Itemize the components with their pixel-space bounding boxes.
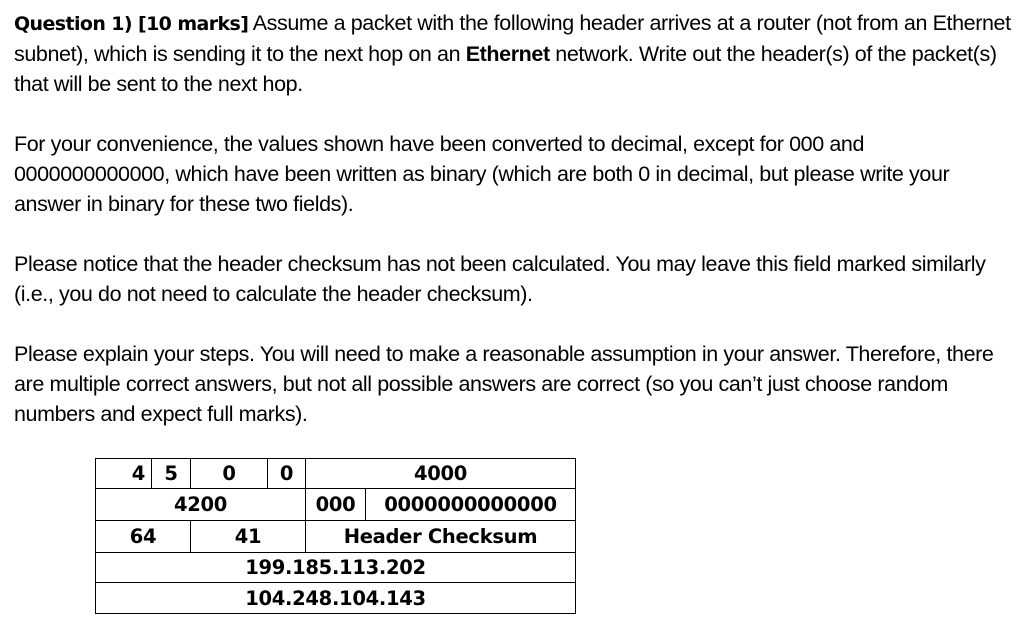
checksum-note-paragraph: Please notice that the header checksum has not been calculated. You may leave this field marked similarly (i.e., you do not need to calculate the header checksum). [14, 252, 986, 306]
dscp-cell: 0 [191, 459, 268, 489]
total-length-cell: 4000 [306, 459, 576, 489]
question-intro-text-a: Assume a packet with the following header arrives at a router (not from an Ethernet subnet), which is sending it to the next hop on an [14, 11, 1011, 66]
ipv4-header-table [95, 458, 576, 614]
protocol-cell: 41 [191, 521, 306, 553]
checksum-cell: Header Checksum [306, 521, 576, 553]
header-row-4 [96, 553, 576, 583]
header-row-1 [96, 459, 576, 489]
fragment-offset-cell: 0000000000000 [366, 489, 576, 521]
header-row-5 [96, 583, 576, 614]
explain-paragraph: Please explain your steps. You will need to make a reasonable assumption in your answer. Therefore, there are multiple correct answers, but not all possible answers are correct (so you can’t just choose random numbers and expect full marks). [14, 342, 994, 426]
flags-cell: 000 [306, 489, 366, 521]
question-document [14, 8, 1014, 459]
question-intro-text-b: network. Write out the header(s) of the packet(s) that will be sent to the next hop. [14, 42, 997, 96]
question-intro [14, 8, 1014, 99]
ecn-cell: 0 [268, 459, 306, 489]
ihl-cell: 5 [152, 459, 191, 489]
identification-cell: 4200 [96, 489, 306, 521]
header-row-3 [96, 521, 576, 553]
destination-ip-cell: 104.248.104.143 [96, 583, 576, 614]
question-intro-bold: Ethernet [465, 42, 550, 66]
convenience-paragraph: For your convenience, the values shown have been converted to decimal, except for 000 and 0000000000000, which have been written as binary (which are both 0 in decimal, but please write your answer in binary for these two fields). [14, 132, 950, 216]
version-cell: 4 [96, 459, 152, 489]
question-label: Question 1) [10 marks] [14, 13, 249, 35]
header-row-2 [96, 489, 576, 521]
source-ip-cell: 199.185.113.202 [96, 553, 576, 583]
ttl-cell: 64 [96, 521, 191, 553]
